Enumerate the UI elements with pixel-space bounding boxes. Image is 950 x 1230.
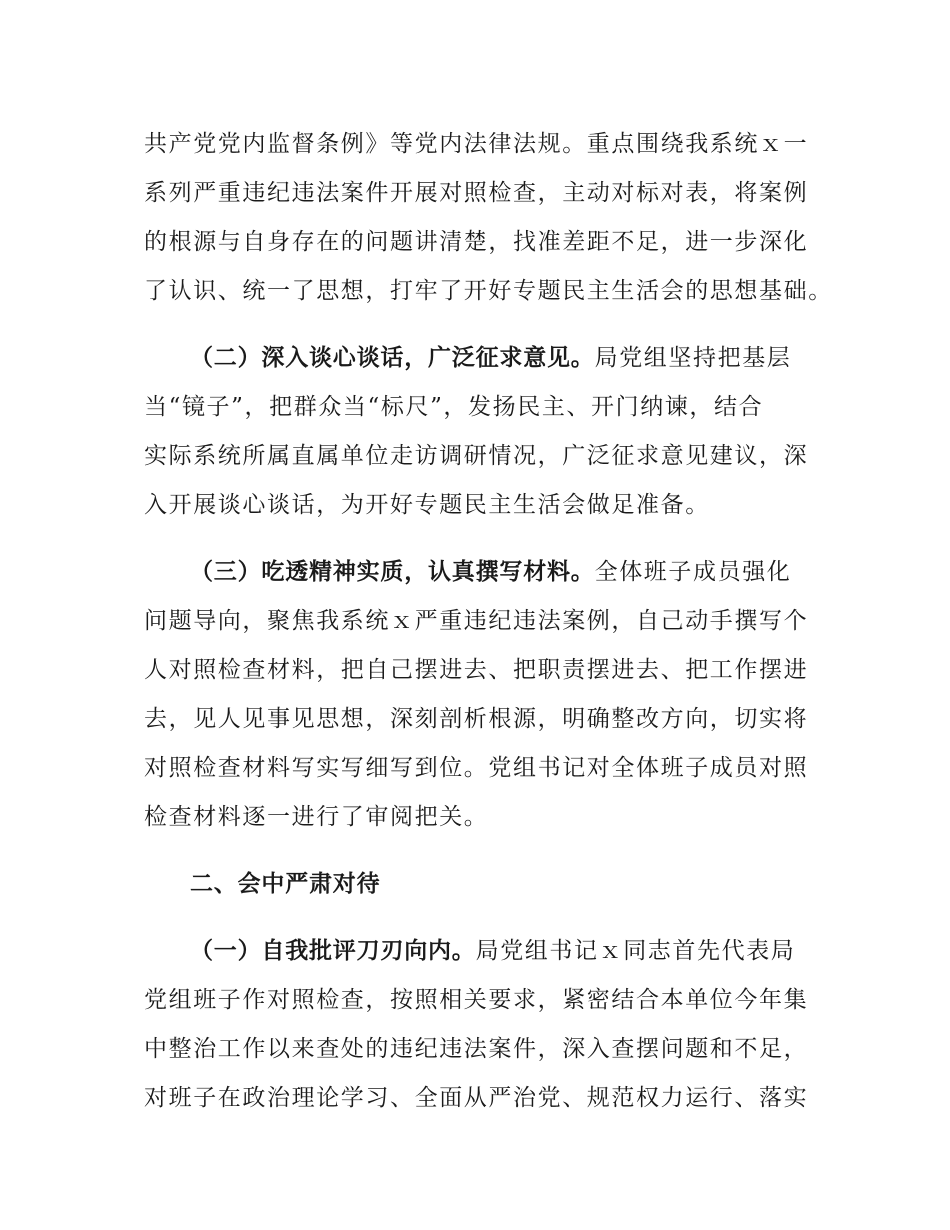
paragraph-3-lead: （三）吃透精神实质，认真撰写材料。 [190,559,595,585]
paragraph-3-line-5: 对照检查材料写实写细写到位。党组书记对全体班子成员对照 [144,755,809,781]
paragraph-2-line-2: 当“镜子”，把群众当“标尺”，发扬民主、开门纳谏，结合 [144,394,764,420]
paragraph-2-first-line-rest: 局党组坚持把基层 [594,345,792,371]
paragraph-4-first-line-rest: 局党组书记ｘ同志首先代表局 [475,938,796,964]
paragraph-1-line-2: 系列严重违纪违法案件开展对照检查，主动对标对表，将案例 [144,180,809,206]
paragraph-3-line-4: 去，见人见事见思想，深刻剖析根源，明确整改方向，切实将 [144,706,809,732]
paragraph-4-line-1 [190,935,795,967]
paragraph-3-line-6: 检查材料逐一进行了审阅把关。 [144,804,489,830]
paragraph-4-line-4: 对班子在政治理论学习、全面从严治党、规范权力运行、落实 [144,1085,809,1111]
section-heading: 二、会中严肃对待 [190,871,381,897]
paragraph-4-lead: （一）自我批评刀刃向内。 [190,938,476,964]
paragraph-2-line-3: 实际系统所属直属单位走访调研情况，广泛征求意见建议，深 [144,443,809,469]
paragraph-1-line-4: 了认识、统一了思想，打牢了开好专题民主生活会的思想基础。 [144,278,833,304]
paragraph-2-lead: （二）深入谈心谈话，广泛征求意见。 [190,345,595,371]
paragraph-2-line-1 [190,342,791,374]
paragraph-1-line-3: 的根源与自身存在的问题讲清楚，找准差距不足，进一步深化 [144,229,809,255]
paragraph-4-line-3: 中整治工作以来查处的违纪违法案件，深入查摆问题和不足， [144,1036,809,1062]
paragraph-3-line-1 [190,556,791,588]
paragraph-4-line-2: 党组班子作对照检查，按照相关要求，紧密结合本单位今年集 [144,987,809,1013]
paragraph-2-line-4: 入开展谈心谈话，为开好专题民主生活会做足准备。 [144,492,710,518]
paragraph-3-line-2: 问题导向，聚焦我系统ｘ严重违纪违法案例，自己动手撰写个 [144,608,809,634]
paragraph-1-line-1: 共产党党内监督条例》等党内法律法规。重点围绕我系统ｘ一 [144,131,809,157]
paragraph-3-first-line-rest: 全体班子成员强化 [594,559,792,585]
paragraph-3-line-3: 人对照检查材料，把自己摆进去、把职责摆进去、把工作摆进 [144,657,809,683]
